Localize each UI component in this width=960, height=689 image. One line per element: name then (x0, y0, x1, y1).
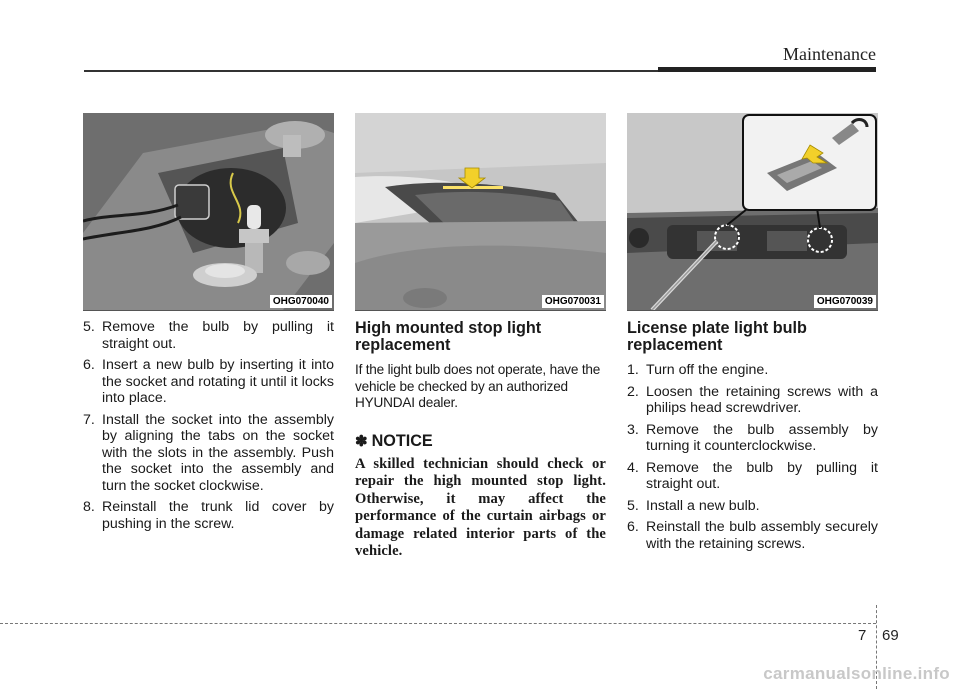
notice-title: NOTICE (371, 431, 433, 450)
list-item: 7. Install the socket into the assembly by aligning the tabs on the socket with the slots in the assembly. Push the socket into the assembly and turn the socket clockwise. (83, 411, 334, 494)
section-title-high-mounted-stop-light: High mounted stop light replacement (355, 319, 542, 354)
chapter-number: 7 (858, 627, 867, 644)
page-number: 69 (882, 627, 899, 644)
figure-code: OHG070040 (270, 295, 332, 308)
list-item: 8. Reinstall the trunk lid cover by pushing in the screw. (83, 499, 334, 532)
footer-rule (0, 623, 876, 624)
figure-code: OHG070031 (542, 295, 604, 308)
figure-rule (627, 310, 878, 311)
watermark: carmanualsonline.info (763, 664, 950, 683)
notice-body: A skilled technician should check or repair the high mounted stop light. Otherwise, it may affect the performance of the curtain airbags or damage related interior parts of the vehicle. (355, 455, 606, 559)
column-1 (83, 113, 334, 537)
header-rule-accent (658, 67, 876, 72)
notice-heading (355, 432, 606, 451)
rear-window-illustration (355, 113, 606, 310)
bulb-steps-list (83, 319, 334, 532)
column-3 (627, 113, 878, 557)
list-item: 2. Loosen the retaining screws with a philips head screwdriver. (627, 383, 878, 416)
figure-code: OHG070039 (814, 295, 876, 308)
section-body: If the light bulb does not operate, have the vehicle be checked by an authorized HYUNDAI dealer. (355, 362, 601, 410)
notice-icon: ✽ (355, 433, 368, 450)
figure-trunk-bulb-socket (83, 113, 334, 310)
figure-high-mounted-stop-light (355, 113, 606, 310)
column-2 (355, 113, 606, 561)
trunk-bulb-illustration (83, 113, 334, 310)
license-steps-list (627, 362, 878, 552)
page-header-title: Maintenance (783, 44, 876, 64)
license-plate-illustration (627, 113, 878, 310)
list-item: 3. Remove the bulb assembly by turning it counterclockwise. (627, 421, 878, 454)
list-item: 4. Remove the bulb by pulling it straight out. (627, 459, 878, 492)
figure-rule (83, 310, 334, 311)
list-item: 1. Turn off the engine. (627, 362, 769, 378)
figure-license-plate-light (627, 113, 878, 310)
list-item: 5. Install a new bulb. (627, 497, 760, 514)
list-item: 5. Remove the bulb by pulling it straight out. (83, 319, 334, 352)
list-item: 6. Insert a new bulb by inserting it into the socket and rotating it until it locks into place. (83, 357, 334, 406)
section-title-license-plate-light: License plate light bulb replacement (627, 319, 807, 354)
figure-rule (355, 310, 606, 311)
list-item: 6. Reinstall the bulb assembly securely with the retaining screws. (627, 519, 878, 552)
